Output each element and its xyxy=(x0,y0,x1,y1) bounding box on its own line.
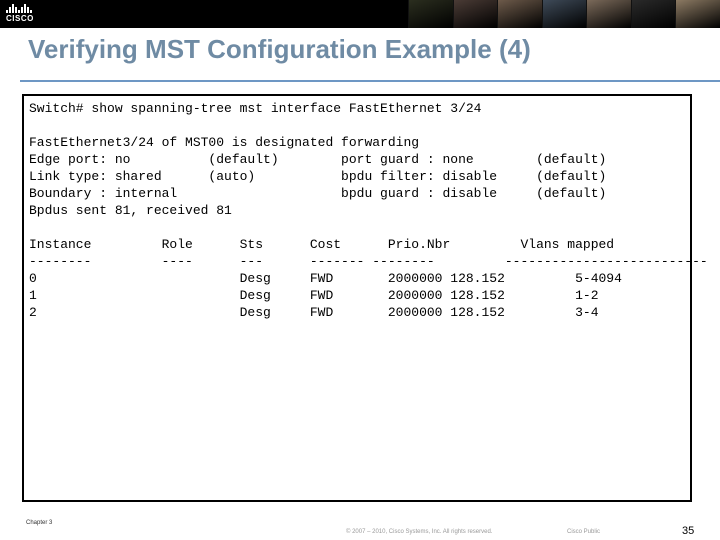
header-photo-strip xyxy=(408,0,720,28)
header-photo xyxy=(453,0,498,28)
copyright-notice: © 2007 – 2010, Cisco Systems, Inc. All rights reserved. xyxy=(346,529,493,535)
cli-output-text: Switch# show spanning-tree mst interface FastEthernet 3/24 FastEthernet3/24 of MST00 is designated forwarding Edge port: no (default) port guard : none (default) Link type: shared (auto) bpdu filter: disable (default) Boundary : internal bpdu guard : disable (default) Bpdus sent 81, received 81 Instance Role Sts Cost Prio.Nbr Vlans mapped -------- ---- --- ------- -------- -------------------------- 0 Desg FWD 2000000 128.152 5-4094 1 Desg FWD 2000000 128.152 1-2 2 Desg FWD 2000000 128.152 3-4 xyxy=(29,101,708,320)
slide-title: Verifying MST Configuration Example (4) xyxy=(28,34,531,64)
header-banner xyxy=(0,0,720,28)
cisco-logo-text: CISCO xyxy=(6,14,34,23)
header-photo xyxy=(631,0,676,28)
classification-label: Cisco Public xyxy=(567,529,601,535)
header-photo xyxy=(542,0,587,28)
header-photo xyxy=(586,0,631,28)
header-photo xyxy=(408,0,453,28)
cli-output-box xyxy=(22,94,708,502)
cisco-logo xyxy=(6,4,46,24)
title-divider xyxy=(20,80,720,82)
header-photo xyxy=(497,0,542,28)
header-photo xyxy=(675,0,720,28)
chapter-label: Chapter 3 xyxy=(26,520,53,526)
page-number: 35 xyxy=(682,525,695,537)
cisco-bridge-icon xyxy=(6,4,46,13)
